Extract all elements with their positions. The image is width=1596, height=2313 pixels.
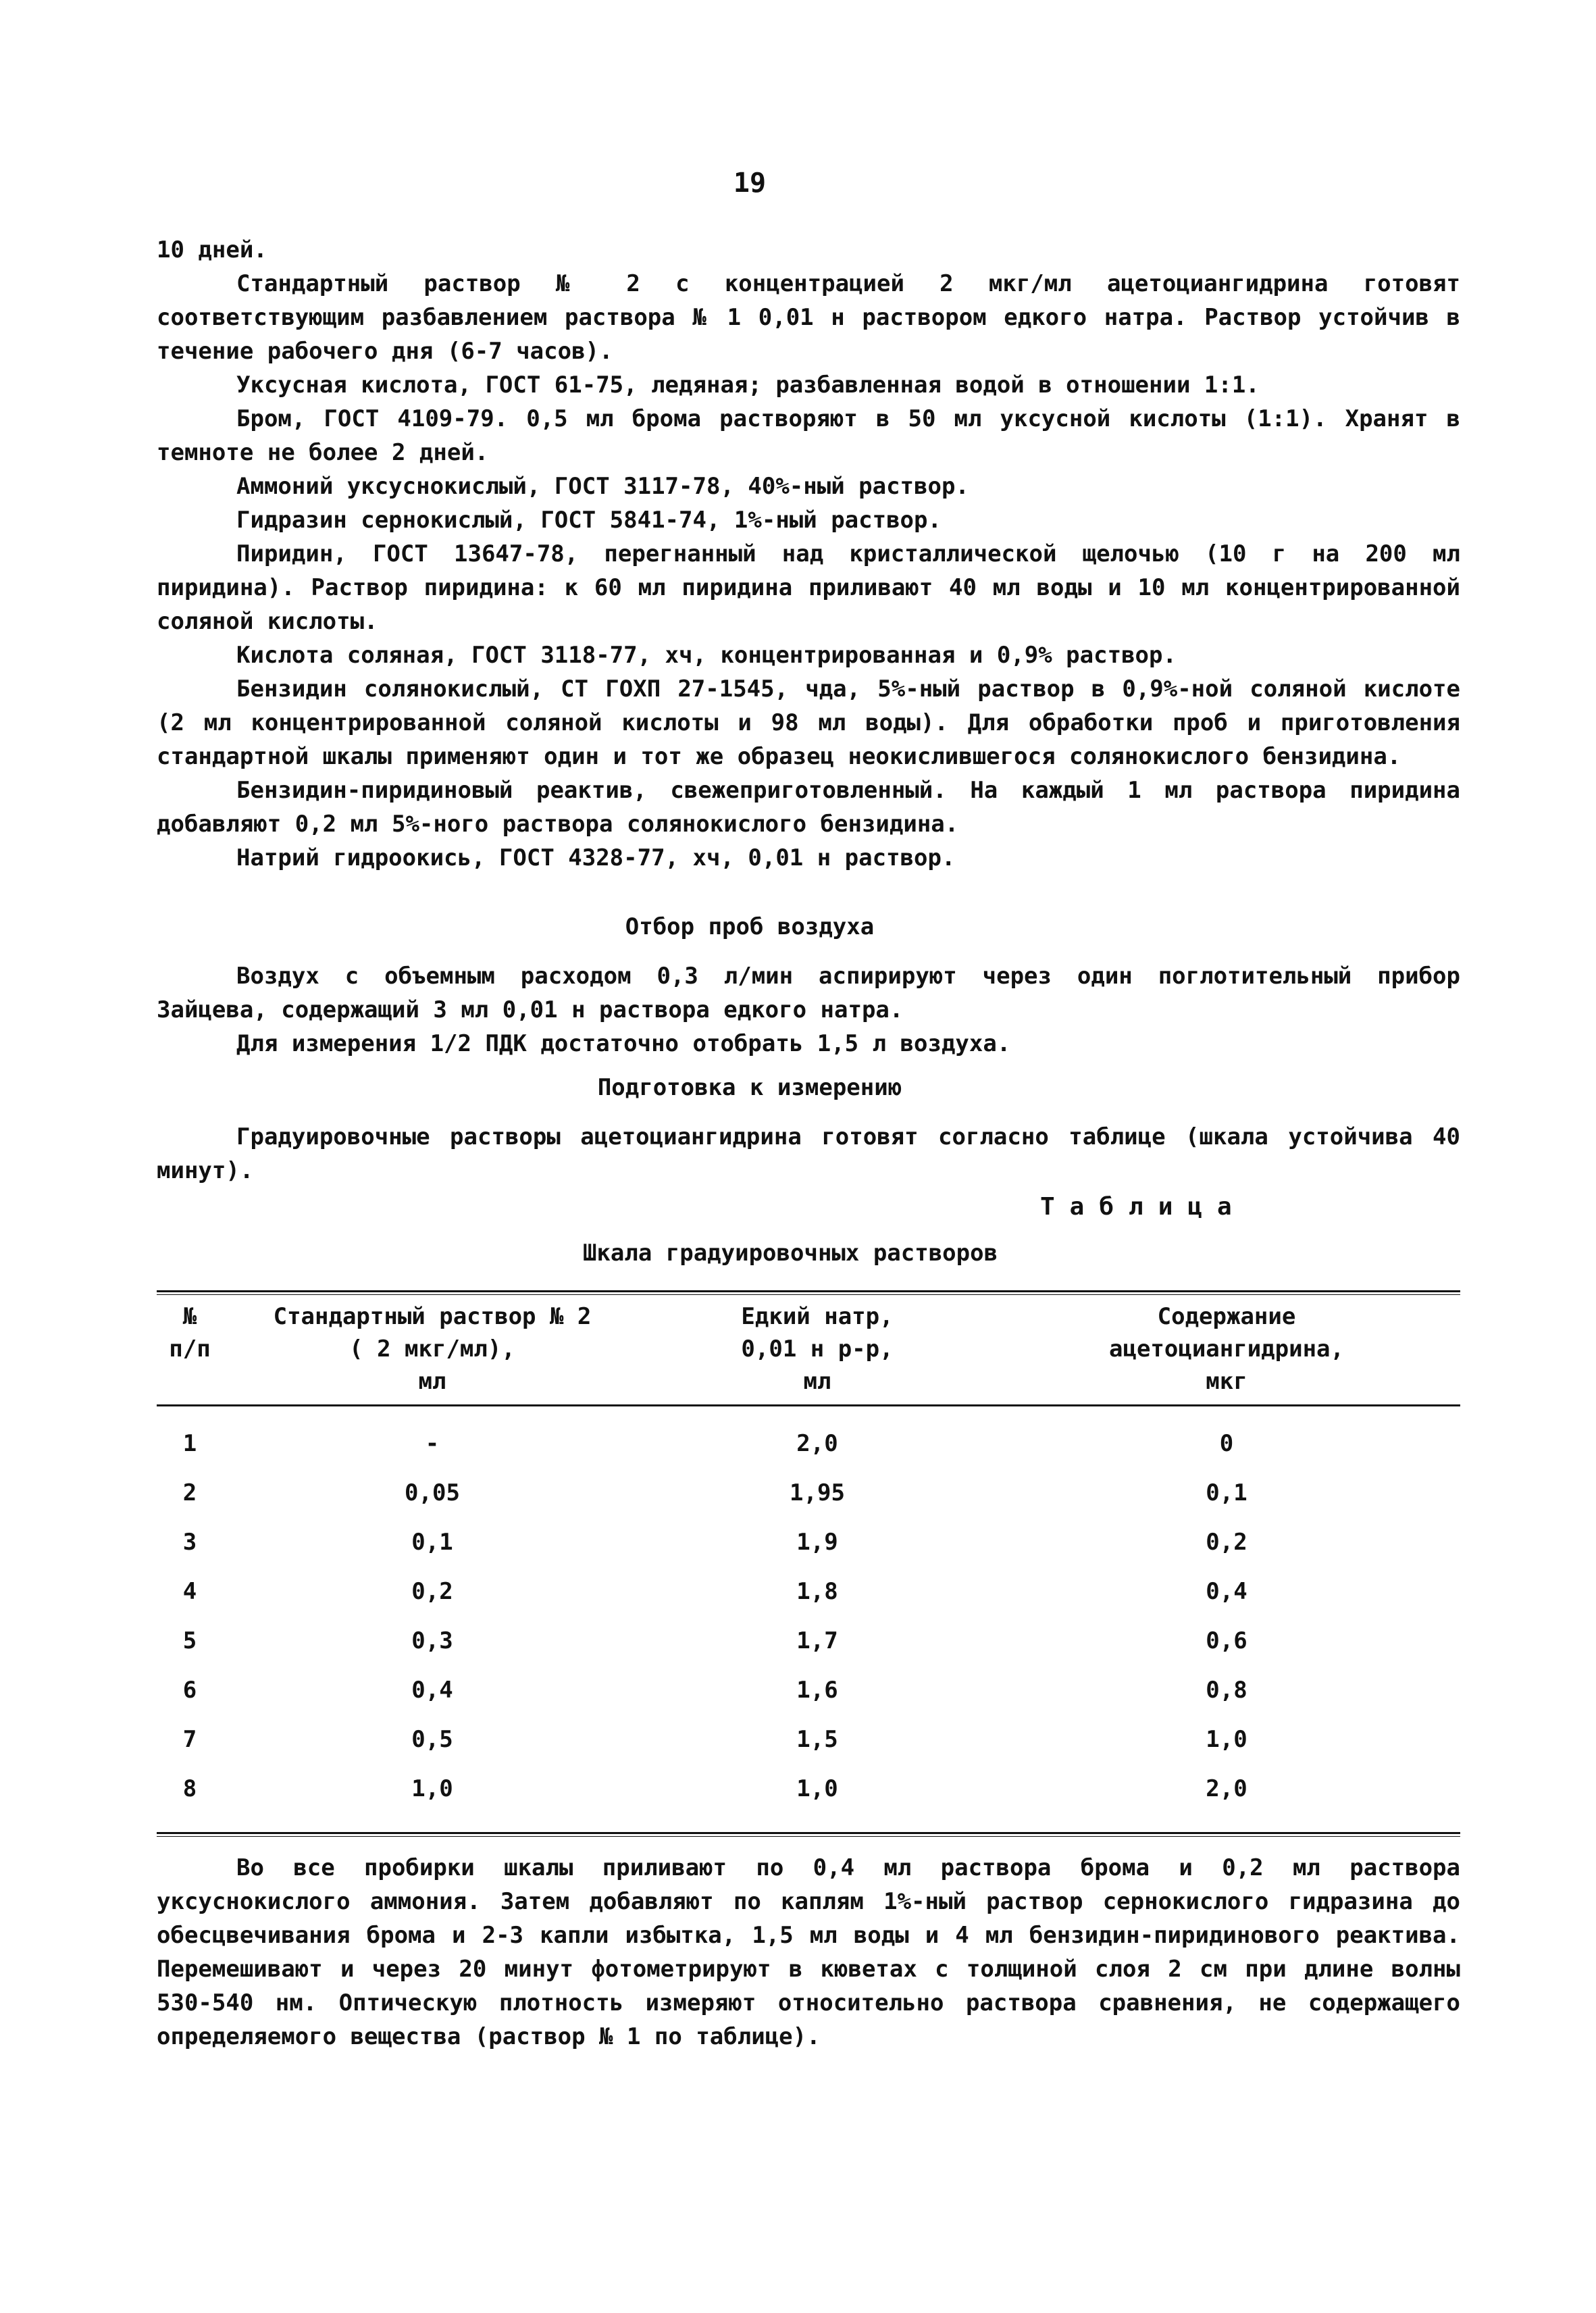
table-row	[157, 1468, 1460, 1517]
section-heading-sampling: Отбор проб воздуха	[625, 913, 875, 940]
table-row	[157, 1616, 1460, 1665]
paragraph-sodium-hydroxide: Натрий гидроокись, ГОСТ 4328-77, хч, 0,01 н раствор.	[236, 844, 956, 871]
table-row	[157, 1665, 1460, 1714]
paragraph-standard-solution-2: Стандартный раствор № 2 с концентрацией 2 мкг/мл ацетоциангидрина готовят соответствующим разбавлением раствора № 1 0,01 н раствором едкого натра. Раствор устойчив в течение рабочего дня (6-7 часов).	[157, 270, 1460, 365]
reagents-section	[157, 233, 1460, 875]
table-row	[157, 1517, 1460, 1567]
cell-sodium-hydroxide: 1,6	[796, 1676, 838, 1704]
paragraph-air-volume: Для измерения 1/2 ПДК достаточно отобрать 1,5 л воздуха.	[236, 1030, 1011, 1057]
paragraph-continuation: 10 дней.	[157, 236, 267, 263]
table-body	[157, 1406, 1460, 1832]
paragraph-acetic-acid: Уксусная кислота, ГОСТ 61-75, ледяная; разбавленная водой в отношении 1:1.	[236, 372, 1260, 399]
cell-standard-solution: 0,4	[411, 1676, 453, 1704]
cell-sodium-hydroxide: 1,5	[796, 1725, 838, 1753]
paragraph-calibration-solutions: Градуировочные растворы ацетоциангидрина готовят согласно таблице (шкала устойчива 40 минут).	[157, 1123, 1460, 1184]
paragraph-benzidine-hydrochloride: Бензидин солянокислый, СТ ГОХП 27-1545, чда, 5%-ный раствор в 0,9%-ной соляной кислоте (2 мл концентрированной соляной кислоты и 98 мл воды). Для обработки проб и приготовления стандартной шкалы применяют один и тот же образец неокислившегося солянокислого бензидина.	[157, 676, 1460, 770]
calibration-table	[157, 1290, 1460, 1837]
cell-row-number: 7	[182, 1725, 197, 1753]
paragraph-ammonium-acetate: Аммоний уксуснокислый, ГОСТ 3117-78, 40%-ный раствор.	[236, 473, 969, 500]
paragraph-procedure: Во все пробирки шкалы приливают по 0,4 мл раствора брома и 0,2 мл раствора уксуснокислого аммония. Затем добавляют по каплям 1%-ный раствор сернокислого гидразина до обесцвечивания брома и 2-3 капли избытка, 1,5 мл воды и 4 мл бензидин-пиридинового реактива. Перемешивают и через 20 минут фотометрируют в кюветах с толщиной слоя 2 см при длине волны 530-540 нм. Оптическую плотность измеряют относительно раствора сравнения, не содержащего определяемого вещества (раствор № 1 по таблице).	[157, 1854, 1460, 2050]
header-content: Содержание ацетоциангидрина, мкг	[1109, 1303, 1344, 1395]
preparation-section	[157, 1120, 1460, 1188]
table-row	[157, 1406, 1460, 1468]
cell-sodium-hydroxide: 1,9	[796, 1528, 838, 1556]
cell-content: 0,1	[1206, 1479, 1247, 1506]
table-title: Шкала градуировочных растворов	[582, 1240, 998, 1267]
paragraph-bromine: Бром, ГОСТ 4109-79. 0,5 мл брома растворяют в 50 мл уксусной кислоты (1:1). Хранят в темноте не более 2 дней.	[157, 405, 1460, 466]
paragraph-benzidine-pyridine-reagent: Бензидин-пиридиновый реактив, свежеприготовленный. На каждый 1 мл раствора пиридина добавляют 0,2 мл 5%-ного раствора солянокислого бензидина.	[157, 777, 1460, 838]
cell-content: 1,0	[1206, 1725, 1247, 1753]
cell-row-number: 1	[182, 1429, 197, 1457]
cell-content: 0,4	[1206, 1577, 1247, 1605]
cell-content: 2,0	[1206, 1775, 1247, 1802]
cell-row-number: 2	[182, 1479, 197, 1506]
table-header-row	[157, 1295, 1460, 1404]
paragraph-air-aspiration: Воздух с объемным расходом 0,3 л/мин аспирируют через один поглотительный прибор Зайцева, содержащий 3 мл 0,01 н раствора едкого натра.	[157, 963, 1460, 1023]
header-standard-solution: Стандартный раствор № 2 ( 2 мкг/мл), мл	[273, 1303, 592, 1395]
section-heading-preparation: Подготовка к измерению	[597, 1074, 902, 1101]
sampling-section	[157, 959, 1460, 1061]
cell-row-number: 5	[182, 1627, 197, 1654]
cell-sodium-hydroxide: 1,0	[796, 1775, 838, 1802]
cell-standard-solution: 0,3	[411, 1627, 453, 1654]
cell-row-number: 3	[182, 1528, 197, 1556]
cell-sodium-hydroxide: 1,7	[796, 1627, 838, 1654]
cell-content: 0,8	[1206, 1676, 1247, 1704]
cell-standard-solution: 0,5	[411, 1725, 453, 1753]
cell-content: 0	[1219, 1429, 1234, 1457]
table-rule-bottom	[157, 1832, 1460, 1837]
cell-sodium-hydroxide: 1,8	[796, 1577, 838, 1605]
table-row	[157, 1567, 1460, 1616]
paragraph-hydrazine-sulfate: Гидразин сернокислый, ГОСТ 5841-74, 1%-ный раствор.	[236, 507, 942, 534]
cell-standard-solution: 0,1	[411, 1528, 453, 1556]
cell-standard-solution: 0,2	[411, 1577, 453, 1605]
cell-sodium-hydroxide: 1,95	[790, 1479, 845, 1506]
cell-row-number: 4	[182, 1577, 197, 1605]
table-rule-top	[157, 1290, 1460, 1295]
cell-content: 0,2	[1206, 1528, 1247, 1556]
header-sodium-hydroxide: Едкий натр, 0,01 н р-р, мл	[741, 1303, 894, 1395]
table-label: Таблица	[1040, 1193, 1247, 1221]
paragraph-hydrochloric-acid: Кислота соляная, ГОСТ 3118-77, хч, концентрированная и 0,9% раствор.	[236, 642, 1177, 669]
procedure-section	[157, 1851, 1460, 2054]
paragraph-pyridine: Пиридин, ГОСТ 13647-78, перегнанный над кристаллической щелочью (10 г на 200 мл пиридина). Раствор пиридина: к 60 мл пиридина приливают 40 мл воды и 10 мл концентрированной соляной кислоты.	[157, 540, 1460, 635]
cell-row-number: 6	[182, 1676, 197, 1704]
cell-row-number: 8	[182, 1775, 197, 1802]
cell-standard-solution: 1,0	[411, 1775, 453, 1802]
cell-sodium-hydroxide: 2,0	[796, 1429, 838, 1457]
cell-standard-solution: 0,05	[405, 1479, 460, 1506]
header-row-number: № п/п	[169, 1303, 211, 1363]
cell-content: 0,6	[1206, 1627, 1247, 1654]
cell-standard-solution: -	[425, 1429, 440, 1457]
page-number: 19	[733, 168, 767, 199]
table-row	[157, 1714, 1460, 1764]
table-row	[157, 1764, 1460, 1832]
